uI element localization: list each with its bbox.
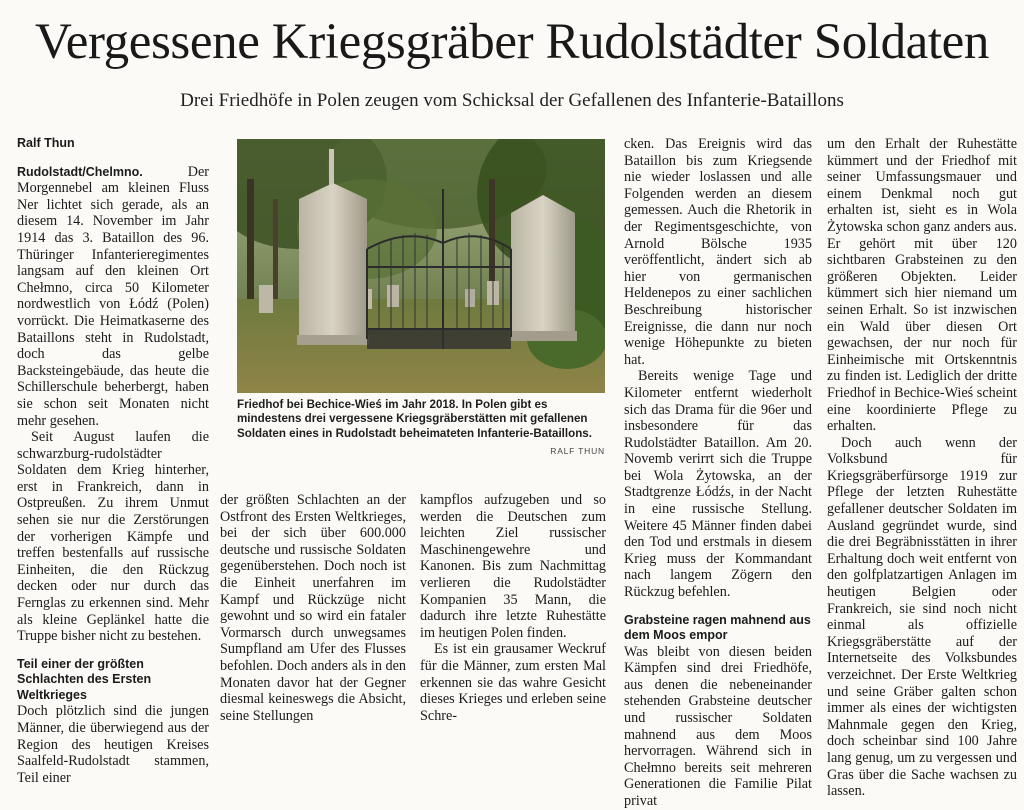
paragraph: Es ist ein grausamer Weckruf für die Männer, zum ersten Mal erkennen sie das wahre Gesicht dieses Krieges und erleben seine Schre- [420,641,606,724]
subheadline: Drei Friedhöfe in Polen zeugen vom Schicksal der Gefallenen des Infanterie-Bataillons [180,90,844,111]
column-4 [624,136,812,810]
paragraph: um den Erhalt der Ruhestätte kümmert und der Friedhof mit seiner Umfassungsmauer und einem Denkmal noch gut erhalten ist, sieht es in Wola Żytowska schon ganz anders aus. Er gehört mit über 120 sichtbaren Grabsteinen zu den größeren Objekten. Leider kümmert sich hier niemand um seinen Erhalt. So ist inzwischen ein Wald über diesen Ort gewachsen, der nur noch für Einheimische mit Ortskenntnis zu finden ist. Lediglich der dritte Friedhof in Bechice-Wieś scheint eine koordinierte Pflege zu erhalten. [827,136,1017,435]
paragraph: Seit August laufen die schwarzburg-rudolstädter Soldaten dem Krieg hinterher, erst in Frankreich, dann in Ostpreußen. Zu ihrem Unmut sehen sie nur die Zerstörungen der vorherigen Kämpfe und treffen bestenfalls auf russische Einheiten, die den Rückzug decken oder nur durch das Fernglas zu erkennen sind. Mehr als kleine Geplänkel hatte die Truppe bisher nicht zu bestehen. [17,429,209,645]
byline: Ralf Thun [17,136,75,150]
dateline: Rudolstadt/Chelmno. [17,164,143,179]
photo-credit: RALF THUN [550,446,605,456]
paragraph [17,164,209,430]
headline: Vergessene Kriegsgräber Rudolstädter Soldaten [34,14,990,70]
paragraph: Doch plötzlich sind die jungen Männer, die überwiegend aus der Region des heutigen Kreises Saalfeld-Rudolstadt stammen, Teil einer [17,703,209,786]
column-2 [220,492,406,724]
section-subheading: Teil einer der größten Schlachten des Ersten Weltkrieges [17,656,152,702]
paragraph: cken. Das Ereignis wird das Bataillon bis zum Kriegsende nie wieder loslassen und alle Folgenden werden an diesem gemessen. Auch die Rhetorik in der Regimentsgeschichte, von Arnold Bölsche 1935 veröffentlicht, ändert sich ab hier von germanischen Heldenepos zu einer sachlichen Beschreibung historischer Ereignisse, die dann nur noch wenige Höhepunkte zu bieten hat. [624,136,812,368]
section-subheading: Grabsteine ragen mahnend aus dem Moos empor [624,612,811,643]
paragraph: kampflos aufzugeben und so werden die Deutschen zum leichten Ziel russischer Maschinengewehre und Kanonen. Bis zum Nachmittag verlieren die Rudolstädter Kompanien 35 Mann, die dadurch ihre letzte Ruhestätte im heutigen Polen finden. [420,492,606,641]
paragraph: Doch auch wenn der Volksbund für Kriegsgräberfürsorge 1919 zur Pflege der letzten Ruhestätte gefallener deutscher Soldaten im Ausland gegründet wurde, sind die drei Begräbnisstätten in ihrer Erhaltung doch weit entfernt von den golfplatzartigen Anlagen im heutigen Belgien oder Frankreich, sie sind noch nicht einmal als offizielle Kriegsgräberstätte auf der Internetseite des Volksbundes verzeichnet. Der Erste Weltkrieg und seine Gräber galten schon immer als eines der wichtigsten Mahnmale gegen den Krieg, doch scheinbar sind 100 Jahre lang genug, um zu vergessen und Gras über die Sache wachsen zu lassen. [827,434,1017,800]
column-3 [420,492,606,724]
cemetery-photo [237,139,605,393]
paragraph: Bereits wenige Tage und Kilometer entfernt wiederholt sich das Drama für die 96er und insbesondere für das Rudolstädter Bataillon. Am 20. Novemb verirrt sich die Truppe bei Wola Żytowska, an der Stadtgrenze Łódźs, in der Nacht in eine russische Stellung. Weitere 45 Männer finden dabei den Tod und erstmals in diesem Krieg muss der Kommandant nach langem Zögern den Rückzug befehlen. [624,368,812,601]
paragraph-text: Der Morgennebel am kleinen Fluss Ner lichtet sich gerade, als an diesem 14. November im Jahr 1914 das 3. Bataillon des 96. Thüringer Infanterieregimentes langsam auf den kleinen Ort Chełmno, circa 50 Kilometer nordwestlich von Łódź (Polen) vorrückt. Die Heimatkaserne des Bataillons steht in Rudolstadt, doch das gelbe Backsteingebäude, das heute die Schillerschule beherbergt, haben sie schon seit Monaten nicht mehr gesehen. [17,163,209,429]
photo-caption: Friedhof bei Bechice-Wieś im Jahr 2018. In Polen gibt es mindestens drei vergessene Kriegsgräberstätten mit gefallenen Soldaten eines in Rudolstadt beheimateten Infanterie-Bataillons. [237,398,592,440]
cemetery-photo-image [237,139,605,393]
column-1 [17,135,209,786]
column-5 [827,136,1017,800]
paragraph: der größten Schlachten an der Ostfront des Ersten Weltkrieges, bei der sich über 600.000 deutsche und russische Soldaten gegenüberstehen. Doch noch ist die Einheit unerfahren im Kampf und Rückzüge nicht gewohnt und so wird ein fataler Vormarsch durch unwegsames Sumpfland am Ufer des Flusses befohlen. Doch anders als in den Monaten davor hat der Gegner diesmal keineswegs die Absicht, seine Stellungen [220,492,406,724]
paragraph: Was bleibt von diesen beiden Kämpfen sind drei Friedhöfe, aus denen die nebeneinander stehenden Grabsteine deutscher und russischer Soldaten mahnend aus dem Moos hervorragen. Während sich in Chełmno bereits seit mehreren Generationen die Familie Pilat privat [624,643,812,809]
